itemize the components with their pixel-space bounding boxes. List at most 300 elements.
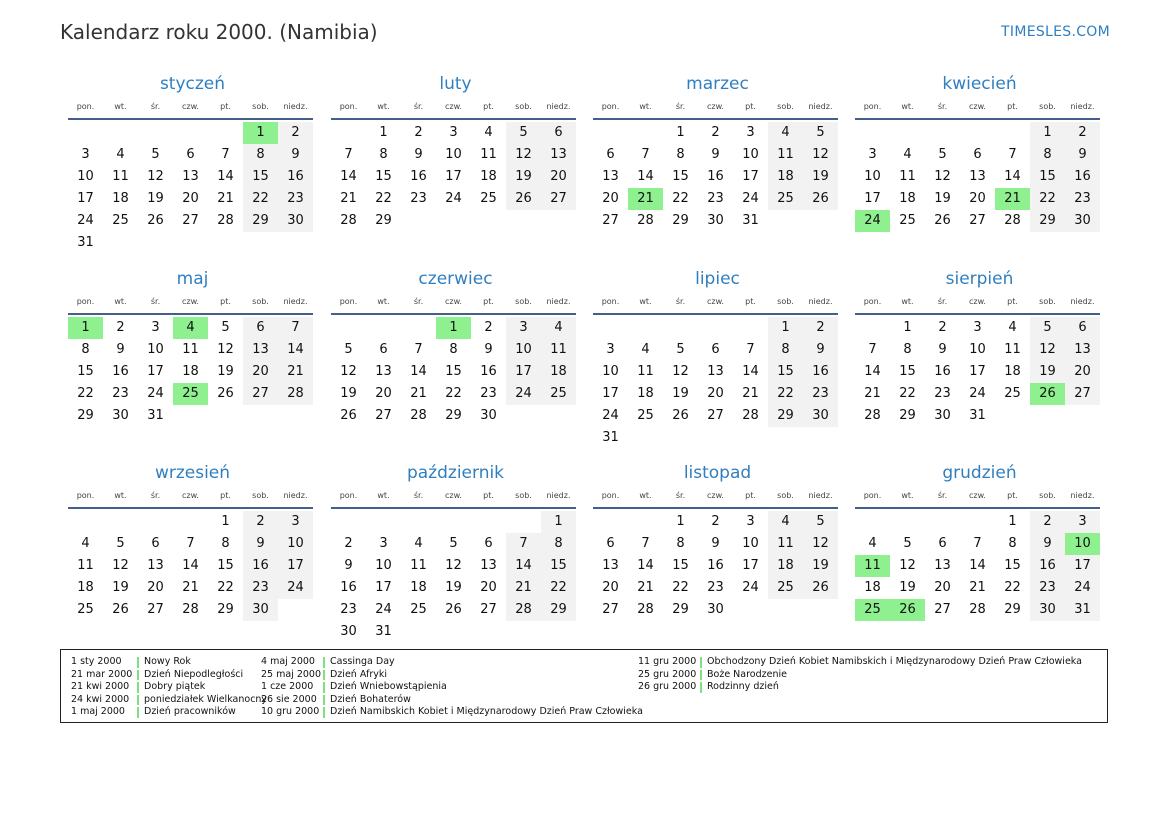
day-cell: 13 [602, 169, 619, 184]
day-cell: 20 [969, 191, 986, 206]
day-cell: 14 [217, 169, 234, 184]
day-cell: 9 [711, 536, 720, 551]
day-cell: 7 [641, 147, 650, 162]
day-cell: 14 [864, 364, 881, 379]
weekday-label: śr. [150, 102, 161, 111]
day-cell: 9 [1065, 144, 1100, 166]
legend-entry [638, 656, 1082, 669]
day-cell: 7 [746, 342, 755, 357]
day-cell: 9 [278, 144, 313, 166]
legend-entry [638, 681, 1082, 694]
day-cell: 10 [969, 342, 986, 357]
day-cell: 16 [707, 558, 724, 573]
day-cell: 20 [1065, 361, 1100, 383]
weekday-label: pon. [601, 297, 620, 306]
weekday-label: wt. [114, 102, 127, 111]
weekday-header [68, 291, 313, 315]
weekday-label: czw. [969, 297, 986, 306]
day-cell: 24 [969, 386, 986, 401]
day-cell: 12 [445, 558, 462, 573]
day-cell: 21 [864, 386, 881, 401]
legend-marker [700, 670, 702, 681]
day-cell: 12 [899, 558, 916, 573]
weekday-label: pt. [483, 491, 494, 500]
day-cell: 21 [969, 580, 986, 595]
day-cell: 30 [340, 624, 357, 639]
day-cell: 25 [768, 577, 803, 599]
day-cell: 2 [1030, 511, 1065, 533]
legend-holiday-name: Obchodzony Dzień Kobiet Namibskich i Międzynarodowy Dzień Praw Człowieka [707, 656, 1082, 667]
weekday-label: czw. [707, 491, 724, 500]
day-cell: 15 [77, 364, 94, 379]
day-cell: 19 [803, 166, 838, 188]
day-cell: 3 [278, 511, 313, 533]
day-cell: 18 [480, 169, 497, 184]
day-cell: 27 [375, 408, 392, 423]
day-cell: 15 [1030, 166, 1065, 188]
weekday-label: wt. [114, 491, 127, 500]
day-cell: 16 [480, 364, 497, 379]
weekday-label: śr. [675, 491, 686, 500]
weekday-label: czw. [969, 491, 986, 500]
weekday-label: pon. [863, 102, 882, 111]
legend-entry [71, 694, 267, 707]
day-cell: 29 [768, 405, 803, 427]
day-cell: 16 [112, 364, 129, 379]
day-cell: 14 [278, 339, 313, 361]
month-6 [593, 267, 838, 451]
day-cell: 1 [221, 514, 230, 529]
day-grid [68, 315, 313, 429]
weekday-label: niedz. [808, 491, 833, 500]
day-cell: 17 [1065, 555, 1100, 577]
site-link[interactable]: TIMESLES.COM [1001, 24, 1110, 40]
day-cell: 2 [344, 536, 353, 551]
holiday-day-cell: 26 [890, 599, 925, 621]
weekday-label: wt. [901, 491, 914, 500]
day-cell: 6 [484, 536, 493, 551]
legend-marker [137, 682, 139, 693]
weekday-header [593, 485, 838, 509]
day-cell: 15 [1004, 558, 1021, 573]
day-cell: 13 [182, 169, 199, 184]
day-cell: 21 [340, 191, 357, 206]
weekday-label: sob. [1039, 102, 1056, 111]
day-cell: 11 [112, 169, 129, 184]
weekday-label: pon. [76, 297, 95, 306]
day-cell: 18 [899, 191, 916, 206]
day-cell: 5 [803, 122, 838, 144]
month-name: czerwiec [418, 269, 493, 289]
day-cell: 4 [414, 536, 423, 551]
day-cell: 23 [1030, 577, 1065, 599]
day-cell: 30 [1065, 210, 1100, 232]
day-cell: 8 [1008, 536, 1017, 551]
day-cell: 14 [410, 364, 427, 379]
day-cell: 21 [410, 386, 427, 401]
day-cell: 26 [506, 188, 541, 210]
month-name: październik [406, 463, 505, 483]
day-cell: 12 [147, 169, 164, 184]
day-cell: 23 [1065, 188, 1100, 210]
weekday-label: wt. [377, 491, 390, 500]
weekday-label: czw. [969, 102, 986, 111]
day-cell: 15 [672, 169, 689, 184]
day-cell: 26 [340, 408, 357, 423]
legend-column [71, 656, 267, 719]
day-cell: 28 [637, 213, 654, 228]
day-cell: 14 [742, 364, 759, 379]
day-cell: 10 [375, 558, 392, 573]
day-cell: 27 [1065, 383, 1100, 405]
weekday-label: sob. [252, 297, 269, 306]
day-cell: 12 [803, 533, 838, 555]
legend-marker [137, 695, 139, 706]
day-cell: 3 [746, 125, 755, 140]
day-cell: 11 [182, 342, 199, 357]
weekday-label: śr. [675, 297, 686, 306]
legend-holiday-name: Dobry piątek [144, 681, 206, 692]
day-cell: 7 [278, 317, 313, 339]
day-cell: 18 [112, 191, 129, 206]
day-cell: 20 [707, 386, 724, 401]
day-cell: 24 [375, 602, 392, 617]
day-cell: 7 [221, 147, 230, 162]
day-cell: 15 [541, 555, 576, 577]
weekday-header [331, 96, 576, 120]
day-cell: 7 [641, 536, 650, 551]
legend-date: 1 maj 2000 [71, 706, 125, 717]
holiday-legend [60, 649, 1108, 723]
weekday-label: niedz. [546, 102, 571, 111]
month-8 [68, 461, 313, 623]
day-cell: 22 [1004, 580, 1021, 595]
month-name: grudzień [942, 463, 1017, 483]
legend-holiday-name: Dzień Afryki [330, 668, 387, 680]
day-cell: 10 [147, 342, 164, 357]
day-cell: 28 [340, 213, 357, 228]
day-cell: 26 [803, 577, 838, 599]
month-2 [593, 72, 838, 234]
weekday-label: śr. [937, 102, 948, 111]
day-cell: 3 [746, 514, 755, 529]
day-cell: 13 [147, 558, 164, 573]
legend-date: 1 cze 2000 [261, 681, 314, 692]
day-cell: 8 [1030, 144, 1065, 166]
weekday-label: sob. [515, 491, 532, 500]
day-cell: 8 [243, 144, 278, 166]
day-cell: 23 [112, 386, 129, 401]
day-cell: 31 [77, 235, 94, 250]
day-cell: 29 [899, 408, 916, 423]
day-cell: 4 [903, 147, 912, 162]
day-cell: 2 [711, 125, 720, 140]
day-cell: 8 [221, 536, 230, 551]
day-cell: 4 [768, 511, 803, 533]
day-cell: 28 [278, 383, 313, 405]
day-cell: 15 [445, 364, 462, 379]
day-cell: 16 [707, 169, 724, 184]
month-10 [593, 461, 838, 623]
day-cell: 11 [410, 558, 427, 573]
day-cell: 6 [379, 342, 388, 357]
weekday-label: wt. [377, 102, 390, 111]
day-cell: 11 [1004, 342, 1021, 357]
legend-entry [71, 706, 267, 719]
day-cell: 23 [480, 386, 497, 401]
day-cell: 12 [506, 144, 541, 166]
legend-holiday-name: Nowy Rok [144, 656, 191, 667]
day-cell: 29 [672, 602, 689, 617]
day-cell: 22 [243, 188, 278, 210]
holiday-day-cell: 21 [995, 188, 1030, 210]
weekday-label: pon. [339, 297, 358, 306]
day-cell: 18 [77, 580, 94, 595]
day-cell: 26 [147, 213, 164, 228]
day-cell: 12 [672, 364, 689, 379]
legend-holiday-name: Dzień Bohaterów [330, 693, 411, 705]
day-cell: 14 [637, 558, 654, 573]
weekday-header [855, 96, 1100, 120]
weekday-label: sob. [515, 297, 532, 306]
day-cell: 19 [147, 191, 164, 206]
day-cell: 27 [182, 213, 199, 228]
weekday-label: czw. [445, 491, 462, 500]
day-cell: 12 [340, 364, 357, 379]
day-cell: 5 [676, 342, 685, 357]
day-cell: 24 [147, 386, 164, 401]
day-cell: 18 [182, 364, 199, 379]
weekday-header [593, 291, 838, 315]
month-4 [68, 267, 313, 429]
day-cell: 31 [147, 408, 164, 423]
day-cell: 2 [803, 317, 838, 339]
day-cell: 6 [243, 317, 278, 339]
day-grid [593, 315, 838, 451]
day-cell: 20 [480, 580, 497, 595]
day-cell: 1 [903, 320, 912, 335]
day-cell: 5 [344, 342, 353, 357]
day-grid [331, 120, 576, 234]
day-cell: 9 [1030, 533, 1065, 555]
weekday-label: czw. [445, 297, 462, 306]
day-cell: 2 [414, 125, 423, 140]
legend-date: 25 gru 2000 [638, 668, 697, 680]
day-cell: 8 [379, 147, 388, 162]
day-cell: 20 [375, 386, 392, 401]
day-cell: 13 [707, 364, 724, 379]
day-cell: 28 [217, 213, 234, 228]
weekday-label: pt. [745, 297, 756, 306]
day-cell: 18 [1004, 364, 1021, 379]
legend-entry [71, 656, 267, 669]
day-cell: 6 [606, 147, 615, 162]
day-cell: 17 [375, 580, 392, 595]
day-cell: 16 [1030, 555, 1065, 577]
day-cell: 10 [602, 364, 619, 379]
holiday-day-cell: 1 [68, 317, 103, 339]
day-cell: 30 [707, 602, 724, 617]
day-cell: 2 [116, 320, 125, 335]
month-name: wrzesień [154, 463, 231, 483]
day-cell: 2 [1065, 122, 1100, 144]
weekday-label: niedz. [283, 102, 308, 111]
legend-column [261, 656, 643, 719]
legend-marker [700, 682, 702, 693]
day-cell: 30 [1030, 599, 1065, 621]
weekday-header [331, 291, 576, 315]
day-cell: 6 [711, 342, 720, 357]
day-cell: 25 [112, 213, 129, 228]
day-cell: 30 [934, 408, 951, 423]
day-cell: 2 [938, 320, 947, 335]
day-cell: 7 [414, 342, 423, 357]
day-cell: 15 [217, 558, 234, 573]
legend-marker [137, 670, 139, 681]
legend-marker [137, 657, 139, 668]
weekday-label: sob. [777, 102, 794, 111]
day-cell: 14 [340, 169, 357, 184]
weekday-label: wt. [901, 102, 914, 111]
day-cell: 9 [711, 147, 720, 162]
legend-holiday-name: Dzień Niepodległości [144, 668, 244, 680]
legend-holiday-name: Dzień Namibskich Kobiet i Międzynarodowy Dzień Praw Człowieka [330, 706, 643, 717]
day-cell: 7 [506, 533, 541, 555]
day-cell: 16 [803, 361, 838, 383]
month-0 [68, 72, 313, 256]
day-cell: 30 [243, 599, 278, 621]
day-cell: 26 [112, 602, 129, 617]
day-cell: 8 [449, 342, 458, 357]
day-cell: 11 [637, 364, 654, 379]
day-cell: 10 [742, 147, 759, 162]
weekday-label: czw. [445, 102, 462, 111]
day-cell: 27 [147, 602, 164, 617]
legend-holiday-name: Rodzinny dzień [707, 681, 779, 692]
day-cell: 17 [742, 169, 759, 184]
day-cell: 27 [707, 408, 724, 423]
day-cell: 23 [934, 386, 951, 401]
day-cell: 23 [803, 383, 838, 405]
day-grid [331, 509, 576, 645]
day-grid [855, 120, 1100, 234]
weekday-label: wt. [639, 297, 652, 306]
day-cell: 31 [602, 430, 619, 445]
weekday-label: niedz. [1070, 102, 1095, 111]
day-cell: 19 [899, 580, 916, 595]
day-cell: 24 [742, 580, 759, 595]
day-cell: 23 [278, 188, 313, 210]
day-cell: 27 [243, 383, 278, 405]
day-cell: 17 [602, 386, 619, 401]
weekday-label: śr. [937, 491, 948, 500]
day-cell: 13 [541, 144, 576, 166]
month-name: marzec [686, 74, 749, 94]
legend-entry [261, 706, 643, 719]
legend-date: 10 gru 2000 [261, 706, 320, 717]
day-cell: 1 [1030, 122, 1065, 144]
month-name: maj [176, 269, 209, 289]
day-cell: 14 [1004, 169, 1021, 184]
holiday-day-cell: 10 [1065, 533, 1100, 555]
day-cell: 16 [278, 166, 313, 188]
holiday-day-cell: 24 [855, 210, 890, 232]
weekday-label: śr. [413, 491, 424, 500]
day-cell: 5 [506, 122, 541, 144]
day-cell: 9 [938, 342, 947, 357]
day-cell: 29 [541, 599, 576, 621]
month-name: sierpień [945, 269, 1014, 289]
weekday-label: wt. [639, 102, 652, 111]
day-cell: 26 [445, 602, 462, 617]
day-cell: 8 [676, 536, 685, 551]
day-cell: 18 [541, 361, 576, 383]
day-cell: 14 [637, 169, 654, 184]
month-name: lipiec [695, 269, 740, 289]
day-cell: 22 [899, 386, 916, 401]
legend-holiday-name: Cassinga Day [330, 656, 395, 667]
weekday-label: pt. [1007, 491, 1018, 500]
day-cell: 15 [768, 361, 803, 383]
day-cell: 5 [903, 536, 912, 551]
legend-date: 24 kwi 2000 [71, 693, 130, 705]
day-cell: 1 [541, 511, 576, 533]
day-cell: 4 [768, 122, 803, 144]
day-cell: 6 [973, 147, 982, 162]
day-cell: 17 [742, 558, 759, 573]
day-cell: 5 [803, 511, 838, 533]
day-cell: 22 [768, 383, 803, 405]
day-cell: 9 [116, 342, 125, 357]
weekday-label: pon. [339, 491, 358, 500]
weekday-label: niedz. [546, 491, 571, 500]
day-cell: 31 [969, 408, 986, 423]
day-cell: 30 [480, 408, 497, 423]
day-cell: 9 [414, 147, 423, 162]
day-cell: 23 [707, 580, 724, 595]
day-cell: 5 [116, 536, 125, 551]
day-grid [68, 120, 313, 256]
day-cell: 27 [602, 213, 619, 228]
day-cell: 19 [1030, 361, 1065, 383]
day-cell: 28 [637, 602, 654, 617]
legend-date: 26 gru 2000 [638, 681, 697, 692]
day-cell: 13 [969, 169, 986, 184]
day-cell: 8 [768, 339, 803, 361]
weekday-header [855, 485, 1100, 509]
weekday-label: śr. [413, 102, 424, 111]
holiday-day-cell: 21 [628, 188, 663, 210]
day-cell: 17 [77, 191, 94, 206]
day-cell: 22 [672, 191, 689, 206]
day-cell: 24 [445, 191, 462, 206]
day-cell: 6 [606, 536, 615, 551]
day-cell: 11 [480, 147, 497, 162]
day-cell: 17 [445, 169, 462, 184]
day-cell: 29 [445, 408, 462, 423]
weekday-label: sob. [777, 491, 794, 500]
day-cell: 7 [868, 342, 877, 357]
day-cell: 25 [768, 188, 803, 210]
day-cell: 2 [278, 122, 313, 144]
day-cell: 28 [182, 602, 199, 617]
legend-marker [323, 657, 325, 668]
legend-marker [323, 670, 325, 681]
weekday-label: śr. [150, 491, 161, 500]
day-cell: 2 [484, 320, 493, 335]
weekday-header [68, 96, 313, 120]
day-cell: 5 [1030, 317, 1065, 339]
